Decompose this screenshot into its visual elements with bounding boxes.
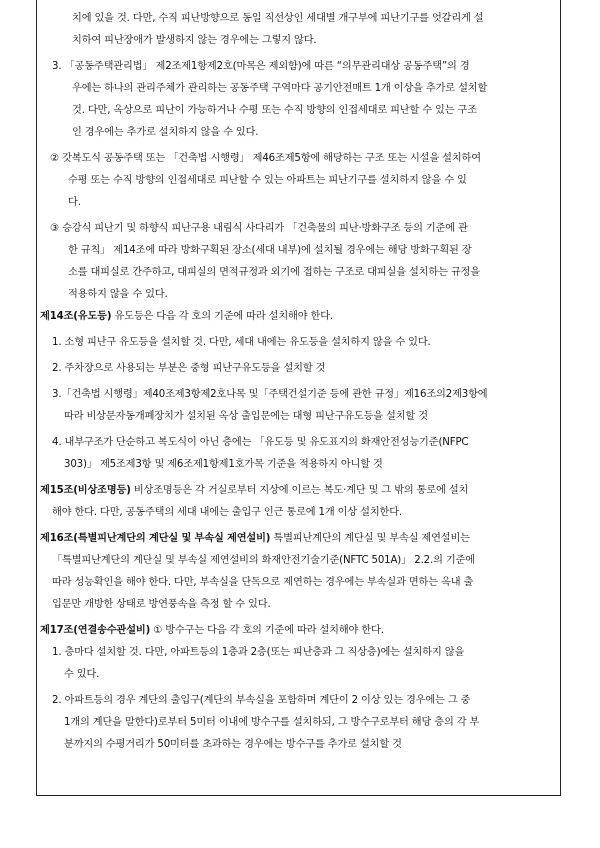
text-line: 것. 다만, 옥상으로 피난이 가능하거나 수평 또는 수직 방향의 인접세대로 피난할 수 있는 구조 — [72, 105, 477, 116]
article-text: ① 방수구는 다음 각 호의 기준에 따라 설치해야 한다. — [150, 625, 384, 636]
article-17 — [40, 620, 557, 642]
article-text: 유도등은 다음 각 호의 기준에 따라 설치해야 한다. — [111, 311, 333, 322]
text-line: 303)」 제5조제3항 및 제6조제1항제1호가목 기준을 적용하지 아니할 것 — [64, 459, 383, 470]
article-heading: 제14조(유도등) — [40, 311, 112, 322]
text-line: 2. 아파트등의 경우 계단의 출입구(계단의 부속실을 포함하며 계단이 2 이상 있는 경우에는 그 중 — [52, 695, 471, 706]
text-line: 4. 내부구조가 단순하고 복도식이 아닌 층에는 「유도등 및 유도표지의 화재안전성능기준(NFPC — [52, 437, 469, 448]
text-line: 3. 「공동주택관리법」 제2조제1항제2호(마목은 제외함)에 따른 “의무관리대상 공동주택”의 경 — [52, 61, 470, 72]
text-line: 치에 있을 것. 다만, 수직 피난방향으로 동일 직선상인 세대별 개구부에 피난기구를 엇갈리게 설 — [72, 13, 484, 24]
text-line: 입문만 개방한 상태로 방연풍속을 측정 할 수 있다. — [52, 599, 271, 610]
article-16 — [40, 528, 557, 550]
text-line: 3.「건축법 시행령」제40조제3항제2호나목 및「주택건설기준 등에 관한 규정」제16조의2제3항에 — [52, 389, 488, 400]
article-15 — [40, 480, 557, 502]
text-line: 2. 주차장으로 사용되는 부분은 중형 피난구유도등을 설치할 것 — [52, 363, 326, 374]
text-line: 1개의 계단을 말한다)로부터 5미터 이내에 방수구를 설치하되, 그 방수구로부터 해당 층의 각 부 — [64, 717, 480, 728]
text-line: 적용하지 않을 수 있다. — [68, 289, 168, 300]
text-line: ② 갓복도식 공동주택 또는 「건축법 시행령」 제46조제5항에 해당하는 구조 또는 시설을 설치하여 — [50, 153, 481, 164]
text-line: 1. 소형 피난구 유도등을 설치할 것. 다만, 세대 내에는 유도등을 설치하지 않을 수 있다. — [52, 337, 431, 348]
text-line: 치하여 피난장애가 발생하지 않는 경우에는 그렇지 않다. — [72, 35, 317, 46]
text-line: 「특별피난계단의 계단실 및 부속실 제연설비의 화재안전기술기준(NFTC 501A)」 2.2.의 기준에 — [52, 555, 475, 566]
text-line: 수평 또는 수직 방향의 인접세대로 피난할 수 있는 아파트는 피난기구를 설치하지 않을 수 있 — [68, 175, 467, 186]
text-line: 수 있다. — [64, 669, 100, 680]
text-line: 인 경우에는 추가로 설치하지 않을 수 있다. — [72, 127, 259, 138]
text-line: ③ 승강식 피난기 및 하향식 피난구용 내림식 사다리가 「건축물의 피난·방화구조 등의 기준에 관 — [50, 223, 468, 234]
text-line: 한 규칙」 제14조에 따라 방화구획된 장소(세대 내부)에 설치될 경우에는 해당 방화구획된 장 — [68, 245, 472, 256]
article-heading: 제15조(비상조명등) — [40, 485, 131, 496]
article-14 — [40, 306, 557, 328]
text-line: 따라 비상문자동개폐장치가 설치된 옥상 출입문에는 대형 피난구유도등을 설치할 것 — [64, 411, 428, 422]
text-line: 해야 한다. 다만, 공동주택의 세대 내에는 출입구 인근 통로에 1개 이상 설치한다. — [52, 507, 402, 518]
article-text: 특별피난계단의 계단실 및 부속실 제연설비는 — [270, 533, 470, 544]
article-heading: 제17조(연결송수관설비) — [40, 625, 151, 636]
text-line: 우에는 하나의 관리주체가 관리하는 공동주택 구역마다 공기안전매트 1개 이상을 추가로 설치할 — [72, 83, 488, 94]
article-text: 비상조명등은 각 거실로부터 지상에 이르는 복도·계단 및 그 밖의 통로에 설치 — [130, 485, 469, 496]
document-body — [40, 8, 557, 756]
article-heading: 제16조(특별피난계단의 계단실 및 부속실 제연설비) — [40, 533, 271, 544]
text-line: 다. — [68, 197, 81, 208]
text-line: 분까지의 수평거리가 50미터를 초과하는 경우에는 방수구를 추가로 설치할 것 — [64, 739, 402, 750]
text-line: 따라 성능확인을 해야 한다. 다만, 부속실을 단독으로 제연하는 경우에는 부속실과 면하는 옥내 출 — [52, 577, 474, 588]
text-line: 소를 대피실로 간주하고, 대피실의 면적규정과 외기에 접하는 구조로 대피실을 설치하는 규정을 — [68, 267, 480, 278]
text-line: 1. 층마다 설치할 것. 다만, 아파트등의 1층과 2층(또는 피난층과 그 직상층)에는 설치하지 않을 — [52, 647, 465, 658]
